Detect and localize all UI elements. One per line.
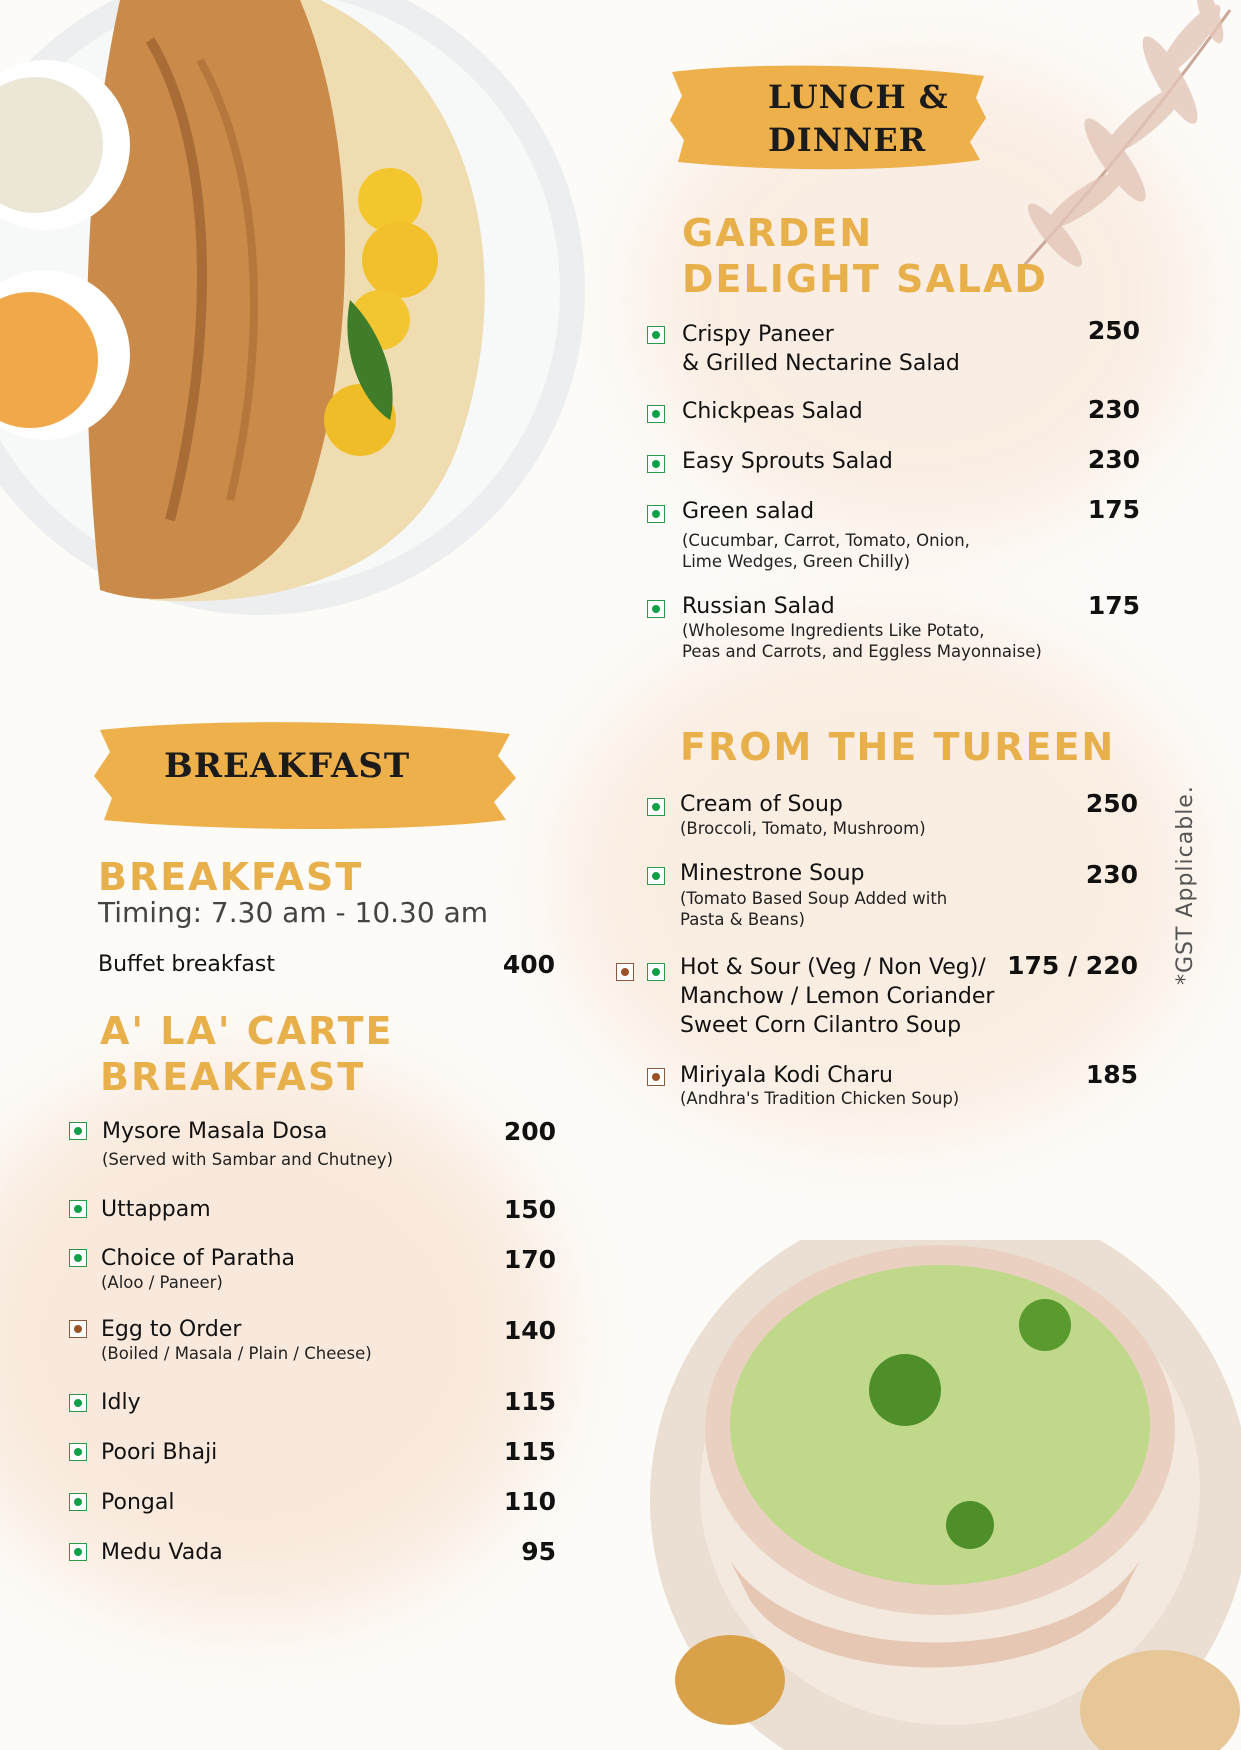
veg-icon	[647, 867, 665, 885]
menu-item-description: (Andhra's Tradition Chicken Soup)	[680, 1089, 960, 1108]
nonveg-icon	[616, 963, 634, 981]
menu-item-name: Pongal	[101, 1490, 175, 1515]
menu-item-name: Green salad	[682, 499, 815, 524]
tureen-heading: FROM THE TUREEN	[680, 725, 1116, 769]
nonveg-icon	[69, 1320, 87, 1338]
menu-item-name: Russian Salad	[682, 594, 835, 619]
alacarte-heading	[100, 1008, 394, 1100]
menu-item-price: 115	[503, 1387, 556, 1416]
menu-item-price: 115	[503, 1437, 556, 1466]
menu-item-price: 250	[1087, 316, 1140, 345]
veg-icon	[647, 326, 665, 344]
alacarte-heading-line1: A' LA' CARTE	[100, 1009, 394, 1053]
soup-bowl-image	[640, 1240, 1241, 1750]
menu-item-price: 230	[1087, 445, 1140, 474]
garden-heading-line1: GARDEN	[682, 211, 874, 255]
buffet-name: Buffet breakfast	[98, 952, 275, 977]
menu-item-price: 175	[1087, 495, 1140, 524]
menu-item-name: Poori Bhaji	[101, 1440, 218, 1465]
nonveg-icon	[647, 1068, 665, 1086]
menu-item-price: 230	[1087, 395, 1140, 424]
menu-item-name: Mysore Masala Dosa	[102, 1119, 328, 1144]
breakfast-heading: BREAKFAST	[98, 855, 364, 899]
menu-item-price: 150	[503, 1195, 556, 1224]
menu-item-price: 140	[503, 1316, 556, 1345]
menu-item-name: Cream of Soup	[680, 792, 843, 817]
breakfast-title: BREAKFAST	[164, 746, 411, 786]
menu-item-description: (Aloo / Paneer)	[101, 1273, 223, 1292]
alacarte-heading-line2: BREAKFAST	[100, 1055, 366, 1099]
veg-icon	[69, 1543, 87, 1561]
veg-icon	[69, 1200, 87, 1218]
menu-item-description: (Served with Sambar and Chutney)	[102, 1150, 394, 1169]
menu-item-name: Medu Vada	[101, 1540, 223, 1565]
gst-note: *GST Applicable.	[1173, 785, 1198, 985]
menu-item-name: Hot & Sour (Veg / Non Veg)/ Manchow / Lemon Coriander Sweet Corn Cilantro Soup	[680, 955, 995, 1038]
menu-item-price: 110	[503, 1487, 556, 1516]
menu-item-description: (Broccoli, Tomato, Mushroom)	[680, 819, 926, 838]
veg-icon	[647, 405, 665, 423]
menu-item-price: 250	[1085, 789, 1138, 818]
menu-item-name: Uttappam	[101, 1197, 211, 1222]
menu-item-description: (Wholesome Ingredients Like Potato, Peas and Carrots, and Eggless Mayonnaise)	[682, 621, 1042, 661]
menu-item-price: 200	[503, 1117, 556, 1146]
menu-item-name: Chickpeas Salad	[682, 399, 863, 424]
menu-item-price: 95	[521, 1537, 556, 1566]
veg-icon	[69, 1249, 87, 1267]
menu-item-description: (Cucumbar, Carrot, Tomato, Onion, Lime Wedges, Green Chilly)	[682, 531, 970, 571]
veg-icon	[647, 600, 665, 618]
veg-icon	[647, 798, 665, 816]
veg-icon	[69, 1394, 87, 1412]
menu-item-description: (Boiled / Masala / Plain / Cheese)	[101, 1344, 372, 1363]
menu-item-name: Choice of Paratha	[101, 1246, 296, 1271]
buffet-price: 400	[502, 950, 555, 979]
breakfast-timing: Timing: 7.30 am - 10.30 am	[98, 896, 489, 929]
veg-icon	[647, 455, 665, 473]
lunch-title-line1: LUNCH &	[768, 78, 949, 116]
menu-item-name: Miriyala Kodi Charu	[680, 1063, 893, 1088]
menu-item-name: Egg to Order	[101, 1317, 242, 1342]
menu-item-price: 175	[1087, 591, 1140, 620]
veg-icon	[69, 1493, 87, 1511]
veg-icon	[647, 963, 665, 981]
menu-item-price: 185	[1085, 1060, 1138, 1089]
lunch-title-line2: DINNER	[768, 121, 927, 159]
veg-icon	[69, 1443, 87, 1461]
menu-item-name: Minestrone Soup	[680, 861, 865, 886]
garden-heading-line2: DELIGHT SALAD	[682, 257, 1048, 301]
dosa-plate-image	[0, 0, 600, 690]
menu-item-description: (Tomato Based Soup Added with Pasta & Beans)	[680, 889, 948, 929]
garden-heading	[682, 210, 1048, 302]
menu-item-price: 230	[1085, 860, 1138, 889]
menu-item-name: Crispy Paneer & Grilled Nectarine Salad	[682, 322, 960, 376]
menu-item-name: Easy Sprouts Salad	[682, 449, 893, 474]
menu-item-price: 175 / 220	[1007, 951, 1138, 980]
lunch-dinner-title	[768, 76, 949, 162]
menu-item-price: 170	[503, 1245, 556, 1274]
veg-icon	[69, 1122, 87, 1140]
veg-icon	[647, 505, 665, 523]
menu-item-name: Idly	[101, 1390, 141, 1415]
